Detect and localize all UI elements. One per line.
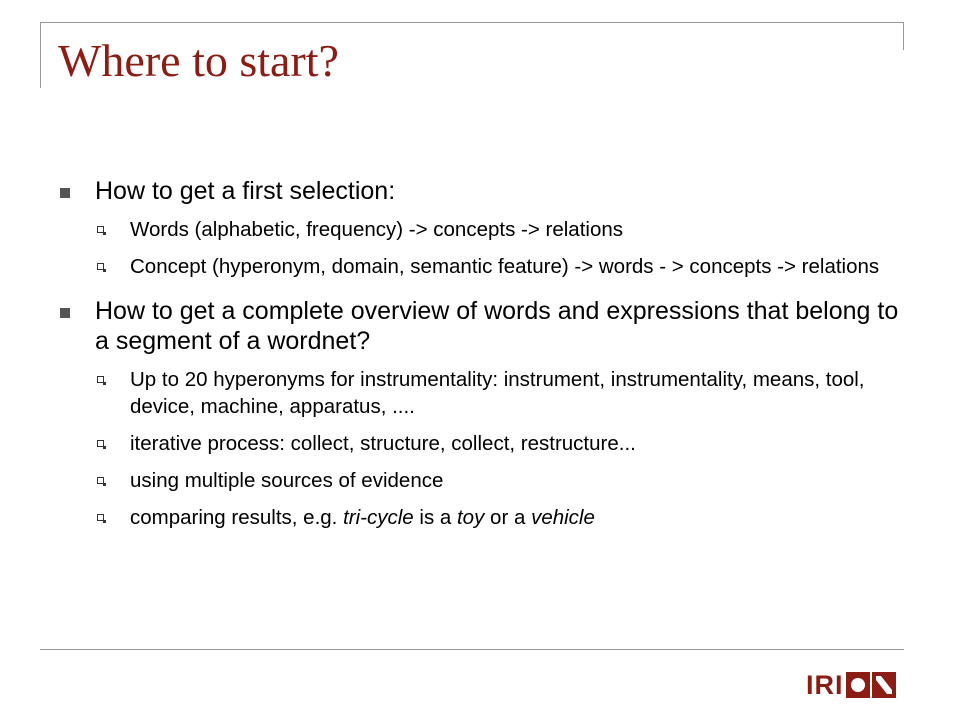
text-run: Words (alphabetic, frequency) -> concepts -> relations [130, 218, 624, 241]
logo-circle-icon [846, 672, 870, 698]
bullet-group-2 [58, 296, 904, 531]
slide-title: Where to start? [58, 35, 339, 86]
text-run: is a [413, 506, 457, 529]
slide-body [58, 176, 904, 541]
sub-bullet-text [130, 506, 595, 529]
sub-bullet-item [58, 253, 904, 280]
sub-bullet-text [130, 432, 636, 455]
box-bullet-icon [97, 376, 104, 383]
sub-bullet-item [58, 216, 904, 243]
right-rule [903, 22, 904, 50]
bullet-text: How to get a complete overview of words and expressions that belong to a segment of a wordnet? [95, 297, 899, 355]
bullet-group-1 [58, 176, 904, 280]
sub-bullet-text [130, 218, 623, 241]
sub-bullet-item [58, 366, 904, 420]
text-run: or a [484, 506, 532, 529]
bottom-rule [40, 649, 904, 650]
emphasized-text: toy [456, 506, 485, 529]
box-bullet-icon [97, 263, 104, 270]
logo-text: IRI [806, 669, 844, 700]
box-bullet-icon [97, 477, 104, 484]
top-rule [40, 22, 904, 23]
sub-bullet-text [130, 255, 879, 278]
emphasized-text: tri-cycle [343, 506, 414, 529]
bullet-text: How to get a first selection: [95, 177, 396, 205]
text-run: using multiple sources of evidence [130, 469, 444, 492]
box-bullet-icon [97, 514, 104, 521]
sub-bullet-text [130, 469, 443, 492]
sub-bullet-item [58, 430, 904, 457]
box-bullet-icon [97, 226, 104, 233]
emphasized-text: vehicle [531, 506, 595, 529]
bullet-item [58, 296, 904, 356]
square-bullet-icon [60, 188, 70, 198]
sub-bullet-item [58, 504, 904, 531]
text-run: iterative process: collect, structure, collect, restructure... [130, 432, 636, 455]
bullet-item [58, 176, 904, 206]
logo-n-icon [872, 672, 896, 698]
irion-logo [806, 671, 896, 699]
sub-bullet-text [130, 368, 865, 418]
text-run: Up to 20 hyperonyms for instrumentality: instrument, instrumentality, means, tool, device, machine, apparatus, .... [130, 368, 865, 418]
left-rule [40, 22, 41, 88]
box-bullet-icon [97, 440, 104, 447]
sub-bullet-item [58, 467, 904, 494]
text-run: Concept (hyperonym, domain, semantic feature) -> words - > concepts -> relations [130, 255, 880, 278]
text-run: comparing results, e.g. [130, 506, 344, 529]
square-bullet-icon [60, 308, 70, 318]
